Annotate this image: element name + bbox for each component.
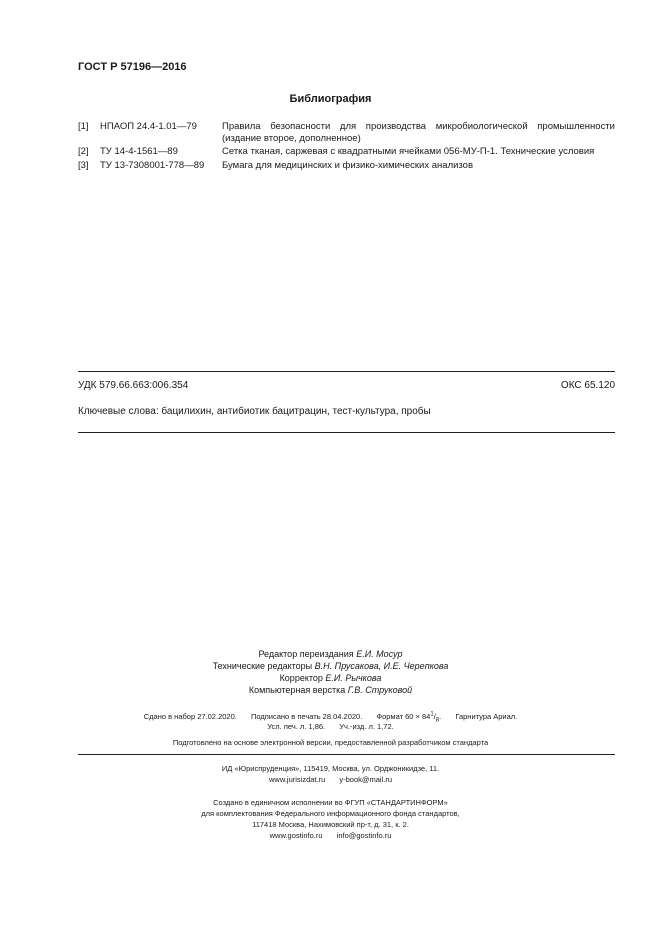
section-divider <box>78 371 615 372</box>
bibliography-item-code: НПАОП 24.4-1.01—79 <box>100 121 197 132</box>
credit-label: Корректор <box>279 673 323 683</box>
credit-label: Технические редакторы <box>212 661 313 671</box>
publisher-contacts <box>0 774 661 785</box>
bibliography-item <box>78 121 615 145</box>
bibliography-item-code: ТУ 14-4-1561—89 <box>100 146 178 157</box>
format-denominator: 8 <box>435 717 440 723</box>
signed-date: Подписано в печать 28.04.2020. <box>250 711 363 721</box>
credit-corrector <box>0 672 661 684</box>
udk-code: УДК 579.66.663:006.354 <box>78 380 189 391</box>
bibliography-item-number: [3] <box>78 160 89 171</box>
document-code: ГОСТ Р 57196—2016 <box>78 61 187 73</box>
bibliography-item-number: [2] <box>78 146 89 157</box>
prepared-note: Подготовлено на основе электронной версии, предоставленной разработчиком стандарта <box>172 738 489 747</box>
publishing-sheets: Уч.-изд. л. 1,72. <box>339 722 394 731</box>
bibliography-item-code: ТУ 13-7308001-778—89 <box>100 160 205 171</box>
standartinform-line-1: Создано в единичном исполнении во ФГУП «СТАНДАРТИНФОРМ» <box>213 798 448 807</box>
typeface: Гарнитура Ариал. <box>455 711 518 721</box>
standartinform-contacts <box>0 830 661 841</box>
print-sheets-line <box>0 721 661 732</box>
credit-label: Редактор переиздания <box>258 649 354 659</box>
credit-name: Е.И. Рычкова <box>325 673 382 683</box>
credit-editor <box>0 648 661 660</box>
credit-name: Г.В. Струковой <box>347 685 413 695</box>
credit-name: Е.И. Мосур <box>356 649 403 659</box>
bibliography-item-number: [1] <box>78 121 89 132</box>
bibliography-item <box>78 146 615 158</box>
publisher-address: ИД «Юриспруденция», 115419, Москва, ул. Орджоникидзе, 11. <box>221 764 440 773</box>
print-sheets: Усл. печ. л. 1,86. <box>267 722 326 731</box>
standartinform-address: 117418 Москва, Нахимовский пр-т, д. 31, к. 2. <box>252 820 409 829</box>
format-numerator: 1 <box>430 711 434 717</box>
credit-layout <box>0 684 661 696</box>
keywords: Ключевые слова: бацилихин, антибиотик бацитрацин, тест-культура, пробы <box>78 406 431 417</box>
bibliography-item-text: Правила безопасности для производства микробиологической промышленности (издание второе, дополненное) <box>222 121 615 144</box>
credit-name: В.Н. Прусакова, И.Е. Черепкова <box>314 661 449 671</box>
bibliography-item-text: Сетка тканая, саржевая с квадратными ячейками 056-МУ-П-1. Технические условия <box>222 146 595 157</box>
paper-format: Формат $60 \times 84^1/_8$. <box>376 711 442 723</box>
bibliography-item-text: Бумага для медицинских и физико-химических анализов <box>222 160 473 171</box>
credit-label: Компьютерная верстка <box>248 685 346 695</box>
publisher-email-link[interactable]: y-book@mail.ru <box>339 775 392 784</box>
format-prefix: Формат 60 × 84 <box>376 711 431 721</box>
credit-tech-editors <box>0 660 661 672</box>
bibliography-item <box>78 160 615 172</box>
section-divider <box>78 754 615 755</box>
standartinform-email-link[interactable]: info@gostinfo.ru <box>336 831 392 840</box>
submitted-date: Сдано в набор 27.02.2020. <box>143 711 237 721</box>
standartinform-site-link[interactable]: www.gostinfo.ru <box>269 831 323 840</box>
oks-code: ОКС 65.120 <box>560 380 615 391</box>
standartinform-line-2: для комплектования Федерального информационного фонда стандартов, <box>201 809 460 818</box>
bibliography-title: Библиография <box>289 93 372 105</box>
section-divider <box>78 432 615 433</box>
publisher-site-link[interactable]: www.jurisizdat.ru <box>269 775 326 784</box>
